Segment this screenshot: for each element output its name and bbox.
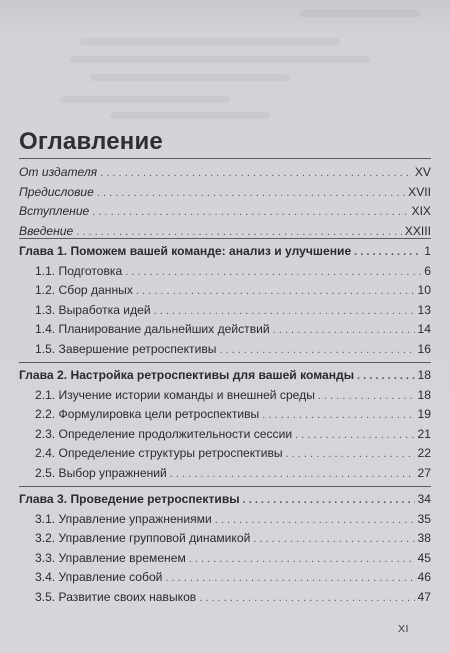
leader-dots [170,465,415,485]
toc-section[interactable] [19,464,431,484]
leader-dots [243,491,415,511]
section-title: 1.2. Сбор данных [35,283,133,298]
page-number: XI [398,623,409,635]
chapter-1-block [19,242,431,360]
section-title: 2.3. Определение продолжительности сессии [35,426,293,441]
section-title: 2.5. Выбор упражнений [35,465,167,480]
section-title: 3.3. Управление временем [35,550,186,565]
section-title: 1.1. Подготовка [35,263,123,278]
leader-dots [262,406,414,426]
front-matter-list [19,163,431,241]
section-page: 22 [417,446,431,461]
leader-dots [295,426,414,446]
section-title: 3.5. Развитие своих навыков [35,589,197,604]
leader-dots [354,243,421,263]
entry-page: XXIII [404,223,431,238]
toc-section[interactable] [19,588,431,608]
section-title: 1.3. Выработка идей [35,302,151,317]
toc-section[interactable] [19,510,431,530]
leader-dots [154,302,415,322]
entry-title: Введение [19,223,74,238]
leader-dots [189,550,415,570]
chapter-title: Глава 3. Проведение ретроспективы [19,492,240,506]
section-page: 27 [417,465,431,480]
section-page: 47 [417,589,431,604]
entry-title: Предисловие [19,184,94,199]
leader-dots [165,569,414,589]
entry-page: XIX [411,204,431,219]
chapter-page: 1 [424,244,431,258]
section-title: 2.4. Определение структуры ретроспективы [35,446,283,461]
section-page: 14 [417,322,431,337]
section-title: 3.4. Управление собой [35,570,163,585]
toc-section[interactable] [19,549,431,569]
leader-dots [76,223,402,243]
section-rule [19,362,431,363]
section-page: 19 [417,407,431,422]
section-page: 38 [417,531,431,546]
section-page: 35 [417,511,431,526]
toc-entry-front[interactable] [19,183,431,203]
section-title: 2.2. Формулировка цели ретроспективы [35,407,260,422]
chapter-title: Глава 1. Поможем вашей команде: анализ и улучшение [19,244,352,258]
toc-section[interactable] [19,529,431,549]
toc-chapter[interactable] [19,242,431,262]
entry-page: XV [414,165,431,179]
section-page: 18 [417,387,431,402]
toc-section[interactable] [19,301,431,321]
chapter-3-block [19,490,431,608]
toc-heading: Оглавление [19,128,163,155]
toc-section[interactable] [19,425,431,445]
toc-section[interactable] [19,444,431,464]
toc-section[interactable] [19,386,431,406]
section-page: 10 [417,283,431,298]
section-page: 21 [417,426,431,441]
toc-section[interactable] [19,262,431,282]
chapter-2-block [19,366,431,484]
leader-dots [100,164,412,184]
leader-dots [253,530,414,550]
entry-title: От издателя [19,165,98,179]
toc-chapter[interactable] [19,366,431,386]
section-title: 3.2. Управление групповой динамикой [35,531,251,546]
section-title: 2.1. Изучение истории команды и внешней среды [35,387,315,402]
leader-dots [318,387,415,407]
toc-section[interactable] [19,568,431,588]
section-page: 46 [417,570,431,585]
toc-entry-front[interactable] [19,163,431,183]
section-page: 16 [417,341,431,356]
leader-dots [219,341,414,361]
leader-dots [97,184,405,204]
toc-entry-front[interactable] [19,202,431,222]
toc-chapter[interactable] [19,490,431,510]
toc-section[interactable] [19,405,431,425]
section-rule [19,486,431,487]
chapter-page: 34 [417,492,431,506]
section-rule [19,238,431,239]
chapter-title: Глава 2. Настройка ретроспективы для вашей команды [19,368,355,382]
section-page: 13 [417,302,431,317]
entry-title: Вступление [19,204,90,219]
leader-dots [273,321,415,341]
heading-rule [19,158,431,159]
section-title: 3.1. Управление упражнениями [35,511,212,526]
section-page: 45 [417,550,431,565]
chapter-page: 18 [417,368,431,382]
toc-section[interactable] [19,281,431,301]
leader-dots [92,203,408,223]
entry-page: XVII [408,184,431,199]
section-title: 1.4. Планирование дальнейших действий [35,322,270,337]
leader-dots [286,445,415,465]
section-title: 1.5. Завершение ретроспективы [35,341,217,356]
toc-section[interactable] [19,320,431,340]
leader-dots [199,589,414,609]
leader-dots [357,367,415,387]
section-page: 6 [424,263,431,278]
leader-dots [136,282,415,302]
leader-dots [215,511,415,531]
toc-section[interactable] [19,340,431,360]
leader-dots [125,263,421,283]
